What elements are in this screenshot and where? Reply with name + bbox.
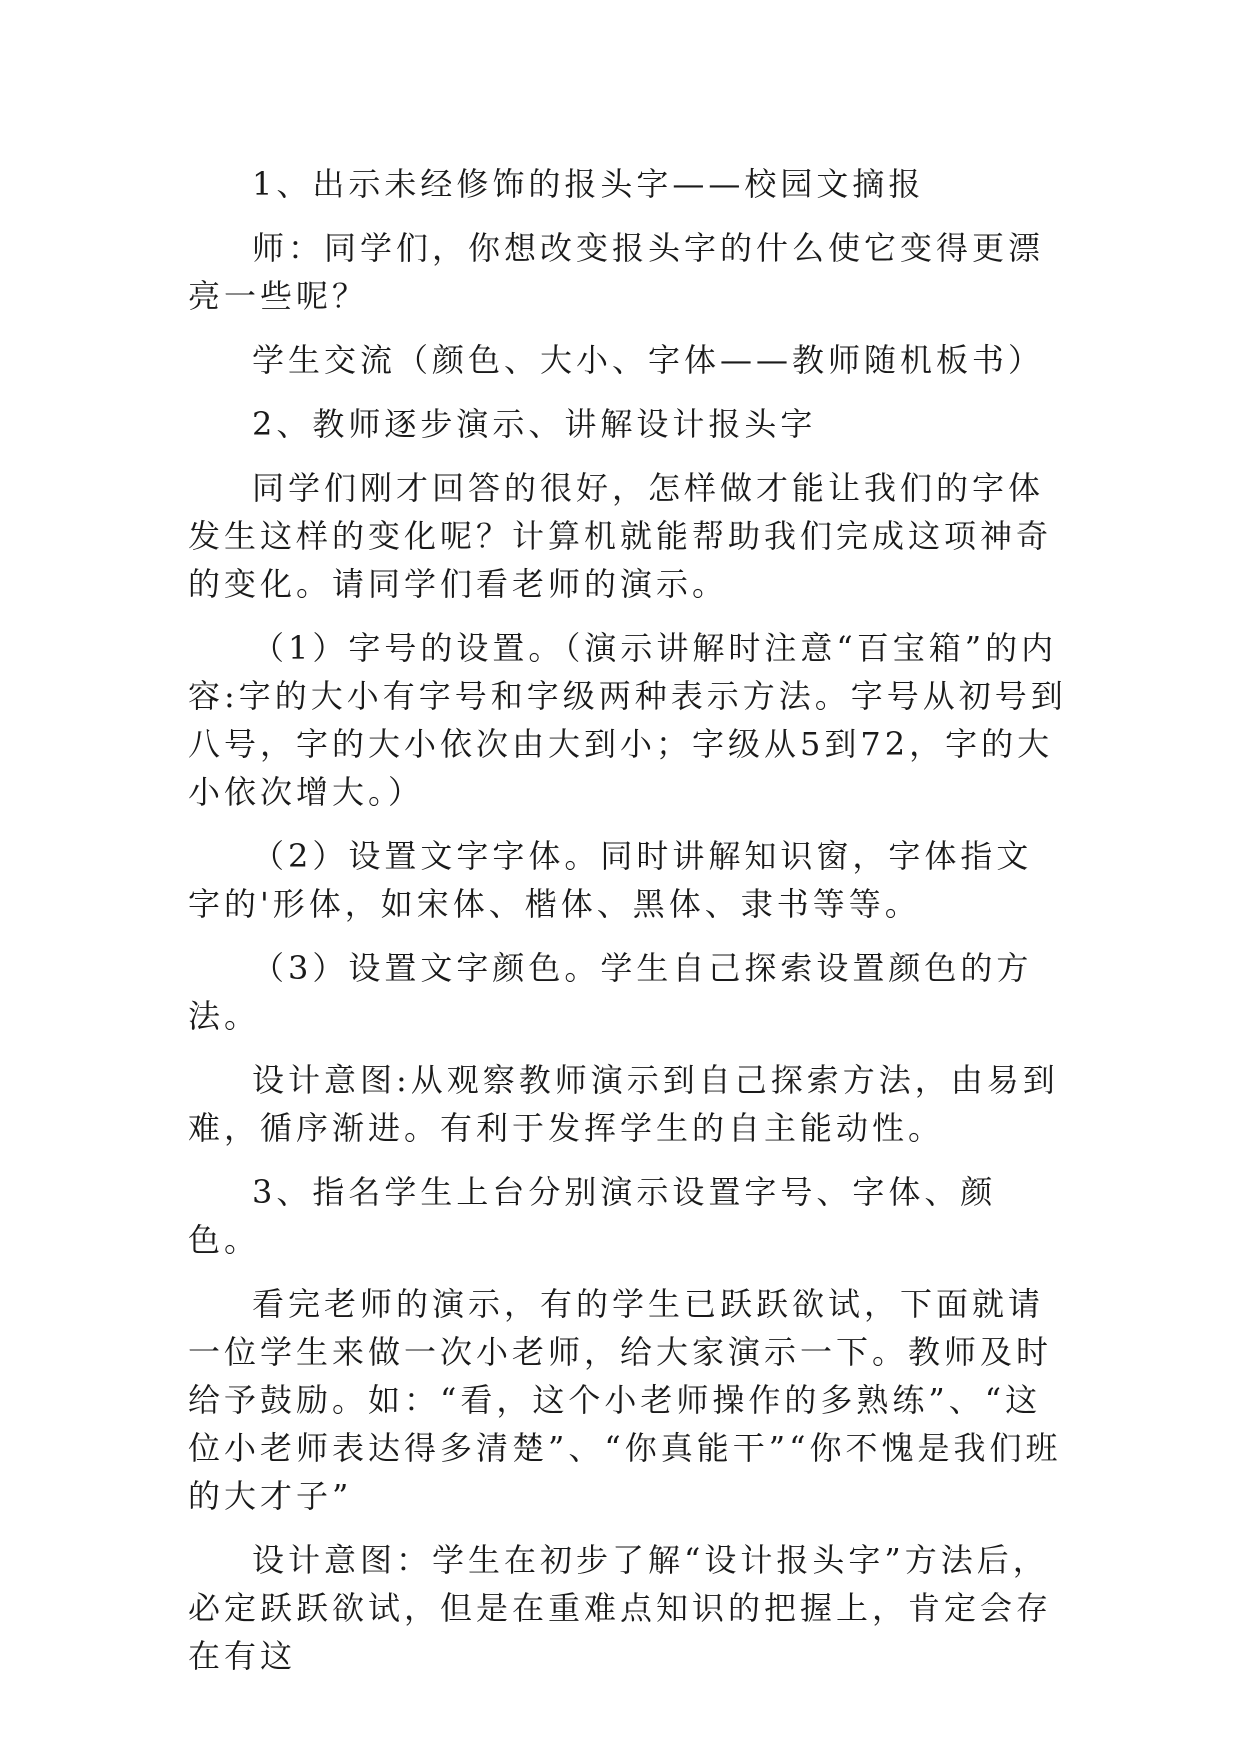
paragraph-step-2: 2、教师逐步演示、讲解设计报头字 xyxy=(252,405,817,443)
paragraph-font-family-setting: （2）设置文字字体。同时讲解知识窗，字体指文字的'形体，如宋体、楷体、黑体、隶书等等。 xyxy=(188,837,1033,923)
paragraph-student-demo: 看完老师的演示，有的学生已跃跃欲试，下面就请一位学生来做一次小老师，给大家演示一下。教师及时给予鼓励。如：“看，这个小老师操作的多熟练”、“这位小老师表达得多清楚”、“你真能干”“你不愧是我们班的大才子” xyxy=(188,1285,1062,1515)
paragraph-step-3: 3、指名学生上台分别演示设置字号、字体、颜色。 xyxy=(188,1173,997,1259)
paragraph-design-intent-2: 设计意图：学生在初步了解“设计报头字”方法后，必定跃跃欲试，但是在重难点知识的把握上，肯定会存在有这 xyxy=(188,1541,1053,1675)
paragraph-font-size-setting: （1）字号的设置。（演示讲解时注意“百宝箱”的内容:字的大小有字号和字级两种表示方法。字号从初号到八号，字的大小依次由大到小；字级从5到72，字的大小依次增大。） xyxy=(188,629,1067,811)
paragraph-design-intent-1: 设计意图:从观察教师演示到自己探索方法，由易到难，循序渐进。有利于发挥学生的自主能动性。 xyxy=(188,1061,1059,1147)
document-body xyxy=(188,160,1068,1696)
paragraph-student-discussion: 学生交流（颜色、大小、字体——教师随机板书） xyxy=(252,341,1045,379)
paragraph-teacher-intro: 同学们刚才回答的很好，怎样做才能让我们的字体发生这样的变化呢？计算机就能帮助我们完成这项神奇的变化。请同学们看老师的演示。 xyxy=(188,469,1053,603)
paragraph-step-1: 1、出示未经修饰的报头字——校园文摘报 xyxy=(252,165,925,203)
paragraph-teacher-question: 师：同学们，你想改变报头字的什么使它变得更漂亮一些呢？ xyxy=(188,229,1045,315)
paragraph-font-color-setting: （3）设置文字颜色。学生自己探索设置颜色的方法。 xyxy=(188,949,1033,1035)
